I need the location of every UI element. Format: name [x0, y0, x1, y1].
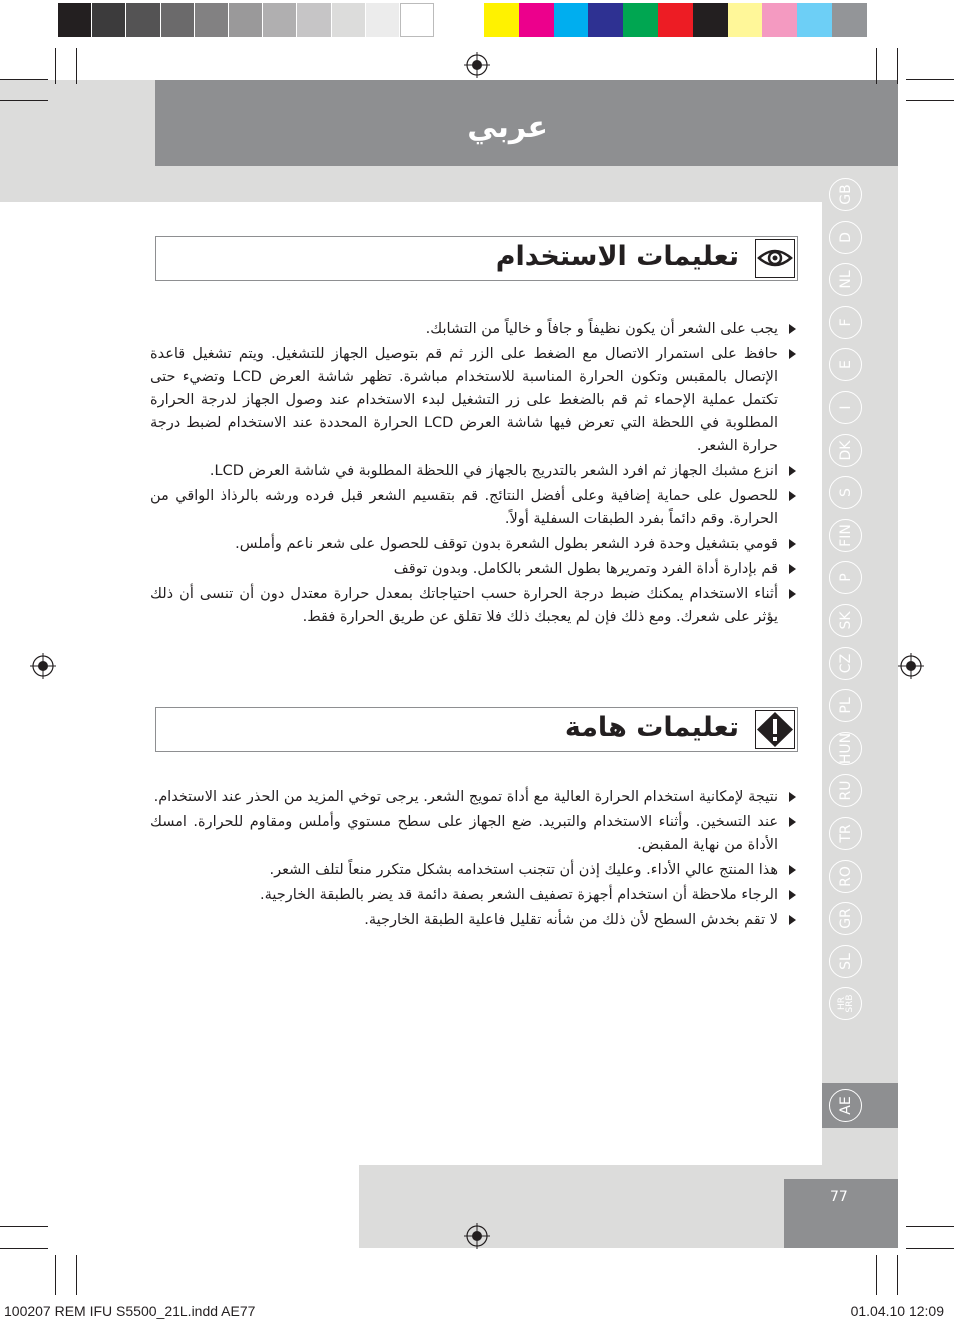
- language-tab-ru[interactable]: RU: [829, 774, 862, 807]
- list-item-text: نتيجة لإمكانية استخدام الحرارة العالية مع أداة تمويج الشعر. يرجى توخي المزيد من الحذر عند الاستخدام.: [153, 789, 778, 805]
- usage-bullet-list: [150, 318, 798, 631]
- list-item: [150, 884, 798, 907]
- gray-swatch: [58, 3, 92, 37]
- gray-swatch: [92, 3, 126, 37]
- bullet-arrow-icon: [789, 865, 796, 875]
- warning-icon: [755, 710, 795, 749]
- list-item-text: عند التسخين. وأثناء الاستخدام والتبريد. ضع الجهاز على سطح مستوي وأملس ومقاوم للحرارة. امسك الأداة من نهاية المقبض.: [150, 814, 778, 853]
- crop-mark: [906, 100, 954, 101]
- header-bar: [155, 80, 898, 166]
- language-tab-gr[interactable]: GR: [829, 902, 862, 935]
- color-swatch: [658, 3, 693, 37]
- gray-swatch: [195, 3, 229, 37]
- registration-mark-icon: [464, 1223, 490, 1249]
- registration-mark-icon: [30, 653, 56, 679]
- list-item: [150, 859, 798, 882]
- list-item: [150, 533, 798, 556]
- registration-mark-icon: [464, 52, 490, 78]
- crop-mark: [0, 1248, 48, 1249]
- color-swatch: [588, 3, 623, 37]
- color-swatch: [554, 3, 589, 37]
- list-item: [150, 460, 798, 483]
- language-tab-sk[interactable]: SK: [829, 604, 862, 637]
- language-tab-hr-srb[interactable]: HR SRB: [829, 987, 862, 1020]
- list-item-text: حافظ على استمرار الاتصال مع الضغط على الزر ثم قم بتوصيل الجهاز للتشغيل. ويتم تشغيل قاعدة الإتصال بالمقبس وتكون الحرارة المناسبة للاستخدام مباشرة. تظهر شاشة العرض LCD وتضيء حتى تكتمل عملية الإحماء ثم قم بالضغط على زر التشغيل لبدء الاستخدام عند وصول الجهاز لدرجة الحرارة المطلوبة في اللحظة التي تعرض فيها شاشة العرض LCD الحرارة المحددة عند الاستخدام لضبط درجة حرارة الشعر.: [150, 346, 778, 454]
- bullet-arrow-icon: [789, 564, 796, 574]
- list-item-text: قومي بتشغيل وحدة فرد الشعر بطول الشعرة بدون توقف للحصول على شعر ناعم وأملس.: [235, 536, 778, 552]
- gray-swatch: [400, 3, 434, 37]
- bullet-arrow-icon: [789, 890, 796, 900]
- color-swatch: [832, 3, 867, 37]
- bullet-arrow-icon: [789, 539, 796, 549]
- list-item: [150, 786, 798, 809]
- language-tab-ae[interactable]: AE: [829, 1089, 862, 1122]
- section-important-header: [155, 707, 798, 752]
- list-item: [150, 318, 798, 341]
- color-swatch: [484, 3, 519, 37]
- language-tab-e[interactable]: E: [829, 348, 862, 381]
- color-swatch: [693, 3, 728, 37]
- gray-swatch: [332, 3, 366, 37]
- section-usage-title: تعليمات الاستخدام: [495, 241, 739, 272]
- list-item: [150, 811, 798, 857]
- language-tab-fin[interactable]: FIN: [829, 519, 862, 552]
- crop-mark: [906, 1226, 954, 1227]
- list-item-text: هذا المنتج عالي الأداء. وعليك إذن أن تتجنب استخدامه بشكل متكرر منعاً لتلف الشعر.: [269, 862, 778, 878]
- page-number-box: [784, 1179, 898, 1248]
- color-swatch: [762, 3, 797, 37]
- list-item-text: أثناء الاستخدام يمكنك ضبط درجة الحرارة حسب احتياجاتك بمعدل حرارة معتدل دون أن تنسى أن ذلك يؤثر على شعرك. ومع ذلك فإن لم يعجبك ذلك فلا تقلق عن طريق الحرارة فقط.: [150, 586, 778, 625]
- gray-swatch: [161, 3, 195, 37]
- registration-mark-icon: [898, 653, 924, 679]
- color-swatch: [728, 3, 763, 37]
- list-item-text: للحصول على حماية إضافية وعلى أفضل النتائج. قم بتقسيم الشعر قبل فرده ورشه بالرذاذ الواقي من الحرارة. وقم دائماً بفرد الطبقات السفلية أولاً.: [150, 488, 778, 527]
- language-tab-hun[interactable]: HUN: [829, 732, 862, 765]
- list-item: [150, 583, 798, 629]
- crop-mark: [906, 1248, 954, 1249]
- list-item: [150, 343, 798, 458]
- important-bullet-list: [150, 786, 798, 934]
- crop-mark: [76, 48, 77, 84]
- language-tab-i[interactable]: I: [829, 391, 862, 424]
- gray-swatch: [126, 3, 160, 37]
- crop-mark: [897, 48, 898, 84]
- list-item-text: الرجاء ملاحظة أن استخدام أجهزة تصفيف الشعر بصفة دائمة قد يضر بالطبقة الخارجية.: [260, 887, 778, 903]
- color-swatch: [797, 3, 832, 37]
- list-item-text: قم بإدارة أداة الفرد وتمريرها بطول الشعر بالكامل. وبدون توقف: [393, 561, 778, 577]
- bullet-arrow-icon: [789, 324, 796, 334]
- bullet-arrow-icon: [789, 589, 796, 599]
- crop-mark: [906, 79, 954, 80]
- color-swatch: [623, 3, 658, 37]
- list-item: [150, 558, 798, 581]
- crop-mark: [55, 48, 56, 84]
- crop-mark: [0, 79, 48, 80]
- language-tab-dk[interactable]: DK: [829, 434, 862, 467]
- crop-mark: [0, 100, 48, 101]
- language-tab-f[interactable]: F: [829, 306, 862, 339]
- language-tab-sl[interactable]: SL: [829, 945, 862, 978]
- eye-icon: [755, 239, 795, 278]
- list-item: [150, 485, 798, 531]
- language-tab-tr[interactable]: TR: [829, 817, 862, 850]
- language-tab-cz[interactable]: CZ: [829, 647, 862, 680]
- crop-mark: [55, 1255, 56, 1295]
- list-item: [150, 909, 798, 932]
- gray-swatch: [263, 3, 297, 37]
- crop-mark: [0, 1226, 48, 1227]
- list-item-text: انزع مشبك الجهاز ثم افرد الشعر بالتدريج بالجهاز في اللحظة المطلوبة في شاشة العرض LCD.: [209, 463, 778, 479]
- bullet-arrow-icon: [789, 817, 796, 827]
- color-swatch: [519, 3, 554, 37]
- footer-date: 01.04.10 12:09: [850, 1303, 944, 1319]
- gray-swatch: [229, 3, 263, 37]
- gray-swatch: [297, 3, 331, 37]
- crop-mark: [876, 1255, 877, 1295]
- section-usage-header: [155, 236, 798, 281]
- language-tab-pl[interactable]: PL: [829, 689, 862, 722]
- bullet-arrow-icon: [789, 491, 796, 501]
- footer-file-info: 100207 REM IFU S5500_21L.indd AE77: [4, 1303, 256, 1319]
- crop-mark: [76, 1255, 77, 1295]
- bullet-arrow-icon: [789, 792, 796, 802]
- list-item-text: يجب على الشعر أن يكون نظيفاً و جافاً و خالياً من التشابك.: [425, 321, 778, 337]
- language-tab-nl[interactable]: NL: [829, 263, 862, 296]
- language-tab-gb[interactable]: GB: [829, 178, 862, 211]
- language-tab-d[interactable]: D: [829, 221, 862, 254]
- language-tab-p[interactable]: P: [829, 561, 862, 594]
- crop-mark: [897, 1255, 898, 1295]
- language-tab-s[interactable]: S: [829, 476, 862, 509]
- language-tab-ro[interactable]: RO: [829, 860, 862, 893]
- crop-mark: [876, 48, 877, 84]
- page-number: 77: [830, 1189, 848, 1205]
- list-item-text: لا تقم بخدش السطح لأن ذلك من شأنه تقليل فاعلية الطبقة الخارجية.: [364, 912, 778, 928]
- section-important-title: تعليمات هامة: [564, 712, 739, 743]
- gray-swatch: [366, 3, 400, 37]
- bullet-arrow-icon: [789, 349, 796, 359]
- bullet-arrow-icon: [789, 915, 796, 925]
- bullet-arrow-icon: [789, 466, 796, 476]
- page-title: عربي: [467, 110, 548, 145]
